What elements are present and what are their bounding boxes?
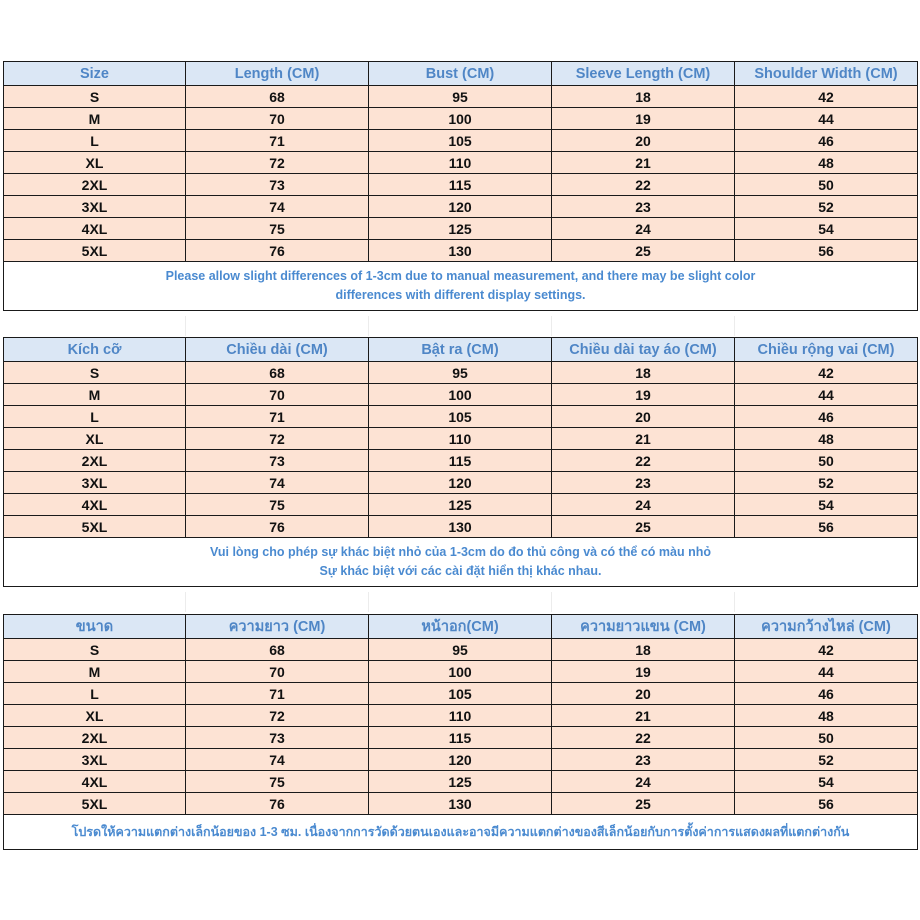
length-cell: 76	[186, 793, 369, 815]
length-cell: 75	[186, 771, 369, 793]
size-cell: 5XL	[4, 516, 186, 538]
size-cell: M	[4, 384, 186, 406]
bust-cell: 105	[369, 683, 552, 705]
header-bust: หน้าอก(CM)	[369, 615, 552, 639]
bust-cell: 120	[369, 749, 552, 771]
size-cell: 4XL	[4, 218, 186, 240]
note-line: โปรดให้ความแตกต่างเล็กน้อยของ 1-3 ซม. เนื่องจากการวัดด้วยตนเองและอาจมีความแตกต่างของสีเล็กน้อยกับการตั้งค่าการแสดงผลที่แตกต่างกัน	[71, 825, 850, 839]
table-row	[4, 793, 918, 815]
size-cell: M	[4, 661, 186, 683]
size-cell: 3XL	[4, 196, 186, 218]
header-length: Chiều dài (CM)	[186, 338, 369, 362]
table-row	[4, 428, 918, 450]
header-size: ขนาด	[4, 615, 186, 639]
size-cell: XL	[4, 152, 186, 174]
sleeve-cell: 24	[552, 218, 735, 240]
shoulder-cell: 50	[735, 727, 918, 749]
shoulder-cell: 52	[735, 196, 918, 218]
header-length: Length (CM)	[186, 62, 369, 86]
length-cell: 74	[186, 749, 369, 771]
size-cell: S	[4, 362, 186, 384]
sleeve-cell: 19	[552, 108, 735, 130]
table-row	[4, 108, 918, 130]
sleeve-cell: 25	[552, 240, 735, 262]
table-row	[4, 749, 918, 771]
header-sleeve-length: Sleeve Length (CM)	[552, 62, 735, 86]
size-cell: 2XL	[4, 174, 186, 196]
bust-cell: 115	[369, 450, 552, 472]
sleeve-cell: 25	[552, 793, 735, 815]
length-cell: 73	[186, 174, 369, 196]
length-cell: 71	[186, 130, 369, 152]
size-cell: 2XL	[4, 727, 186, 749]
bust-cell: 115	[369, 174, 552, 196]
header-shoulder-width: Shoulder Width (CM)	[735, 62, 918, 86]
sleeve-cell: 21	[552, 428, 735, 450]
shoulder-cell: 54	[735, 494, 918, 516]
note-line: Vui lòng cho phép sự khác biệt nhỏ của 1-3cm do đo thủ công và có thể có màu nhỏ	[210, 545, 711, 559]
note-line: Sự khác biệt với các cài đặt hiển thị khác nhau.	[319, 564, 602, 578]
shoulder-cell: 52	[735, 749, 918, 771]
header-shoulder-width: ความกว้างไหล่ (CM)	[735, 615, 918, 639]
shoulder-cell: 56	[735, 793, 918, 815]
measurement-note	[4, 538, 918, 587]
shoulder-cell: 46	[735, 683, 918, 705]
size-cell: 3XL	[4, 749, 186, 771]
sleeve-cell: 23	[552, 472, 735, 494]
bust-cell: 115	[369, 727, 552, 749]
bust-cell: 130	[369, 793, 552, 815]
measurement-note	[4, 262, 918, 311]
table-header-row	[4, 62, 918, 86]
table-row	[4, 494, 918, 516]
size-chart-table-vietnamese	[3, 337, 918, 587]
size-cell: S	[4, 639, 186, 661]
header-sleeve-length: ความยาวแขน (CM)	[552, 615, 735, 639]
sleeve-cell: 20	[552, 406, 735, 428]
shoulder-cell: 52	[735, 472, 918, 494]
shoulder-cell: 56	[735, 240, 918, 262]
length-cell: 72	[186, 152, 369, 174]
length-cell: 71	[186, 406, 369, 428]
length-cell: 76	[186, 516, 369, 538]
shoulder-cell: 50	[735, 174, 918, 196]
length-cell: 72	[186, 705, 369, 727]
bust-cell: 125	[369, 771, 552, 793]
shoulder-cell: 56	[735, 516, 918, 538]
sleeve-cell: 19	[552, 384, 735, 406]
table-separator	[3, 592, 917, 612]
table-row	[4, 240, 918, 262]
shoulder-cell: 50	[735, 450, 918, 472]
header-shoulder-width: Chiều rộng vai (CM)	[735, 338, 918, 362]
shoulder-cell: 46	[735, 406, 918, 428]
sleeve-cell: 24	[552, 494, 735, 516]
sleeve-cell: 23	[552, 196, 735, 218]
header-size: Kích cỡ	[4, 338, 186, 362]
size-cell: M	[4, 108, 186, 130]
table-row	[4, 450, 918, 472]
table-row	[4, 218, 918, 240]
header-size: Size	[4, 62, 186, 86]
measurement-note-row	[4, 538, 918, 587]
size-chart-table-thai	[3, 614, 918, 850]
length-cell: 70	[186, 661, 369, 683]
length-cell: 70	[186, 108, 369, 130]
sleeve-cell: 19	[552, 661, 735, 683]
table-row	[4, 362, 918, 384]
length-cell: 73	[186, 727, 369, 749]
shoulder-cell: 48	[735, 428, 918, 450]
size-cell: L	[4, 683, 186, 705]
header-bust: Bật ra (CM)	[369, 338, 552, 362]
bust-cell: 100	[369, 661, 552, 683]
shoulder-cell: 44	[735, 661, 918, 683]
sleeve-cell: 18	[552, 362, 735, 384]
size-cell: L	[4, 406, 186, 428]
size-cell: 5XL	[4, 793, 186, 815]
length-cell: 71	[186, 683, 369, 705]
bust-cell: 125	[369, 494, 552, 516]
shoulder-cell: 42	[735, 86, 918, 108]
size-cell: 3XL	[4, 472, 186, 494]
bust-cell: 105	[369, 406, 552, 428]
length-cell: 74	[186, 196, 369, 218]
sleeve-cell: 23	[552, 749, 735, 771]
bust-cell: 95	[369, 86, 552, 108]
size-cell: 4XL	[4, 771, 186, 793]
table-row	[4, 705, 918, 727]
table-row	[4, 406, 918, 428]
bust-cell: 95	[369, 639, 552, 661]
shoulder-cell: 46	[735, 130, 918, 152]
length-cell: 68	[186, 639, 369, 661]
measurement-note	[4, 815, 918, 850]
table-header-row	[4, 338, 918, 362]
sleeve-cell: 25	[552, 516, 735, 538]
table-row	[4, 130, 918, 152]
length-cell: 75	[186, 494, 369, 516]
table-header-row	[4, 615, 918, 639]
size-cell: 5XL	[4, 240, 186, 262]
length-cell: 73	[186, 450, 369, 472]
table-row	[4, 86, 918, 108]
table-row	[4, 639, 918, 661]
bust-cell: 100	[369, 108, 552, 130]
header-sleeve-length: Chiều dài tay áo (CM)	[552, 338, 735, 362]
length-cell: 75	[186, 218, 369, 240]
table-row	[4, 727, 918, 749]
bust-cell: 110	[369, 705, 552, 727]
bust-cell: 120	[369, 196, 552, 218]
measurement-note-row	[4, 262, 918, 311]
header-length: ความยาว (CM)	[186, 615, 369, 639]
table-row	[4, 771, 918, 793]
bust-cell: 130	[369, 516, 552, 538]
length-cell: 72	[186, 428, 369, 450]
length-cell: 70	[186, 384, 369, 406]
sleeve-cell: 24	[552, 771, 735, 793]
table-row	[4, 152, 918, 174]
length-cell: 76	[186, 240, 369, 262]
sleeve-cell: 22	[552, 450, 735, 472]
table-separator	[3, 316, 917, 336]
table-row	[4, 683, 918, 705]
size-cell: XL	[4, 705, 186, 727]
size-chart-table-english	[3, 61, 918, 311]
bust-cell: 110	[369, 152, 552, 174]
table-row	[4, 472, 918, 494]
note-line: Please allow slight differences of 1-3cm due to manual measurement, and there may be slight color	[165, 269, 756, 283]
bust-cell: 125	[369, 218, 552, 240]
sleeve-cell: 18	[552, 639, 735, 661]
bust-cell: 120	[369, 472, 552, 494]
sleeve-cell: 21	[552, 705, 735, 727]
sleeve-cell: 22	[552, 174, 735, 196]
bust-cell: 100	[369, 384, 552, 406]
sleeve-cell: 22	[552, 727, 735, 749]
shoulder-cell: 42	[735, 362, 918, 384]
length-cell: 68	[186, 86, 369, 108]
size-cell: 2XL	[4, 450, 186, 472]
sleeve-cell: 20	[552, 683, 735, 705]
bust-cell: 105	[369, 130, 552, 152]
size-cell: L	[4, 130, 186, 152]
length-cell: 68	[186, 362, 369, 384]
table-row	[4, 516, 918, 538]
sleeve-cell: 21	[552, 152, 735, 174]
header-bust: Bust (CM)	[369, 62, 552, 86]
sleeve-cell: 18	[552, 86, 735, 108]
shoulder-cell: 54	[735, 771, 918, 793]
bust-cell: 95	[369, 362, 552, 384]
size-cell: XL	[4, 428, 186, 450]
table-row	[4, 661, 918, 683]
shoulder-cell: 48	[735, 152, 918, 174]
shoulder-cell: 42	[735, 639, 918, 661]
bust-cell: 130	[369, 240, 552, 262]
note-line: differences with different display settings.	[335, 288, 586, 302]
shoulder-cell: 44	[735, 384, 918, 406]
bust-cell: 110	[369, 428, 552, 450]
table-row	[4, 174, 918, 196]
shoulder-cell: 54	[735, 218, 918, 240]
length-cell: 74	[186, 472, 369, 494]
size-cell: 4XL	[4, 494, 186, 516]
table-row	[4, 196, 918, 218]
size-cell: S	[4, 86, 186, 108]
table-row	[4, 384, 918, 406]
shoulder-cell: 48	[735, 705, 918, 727]
shoulder-cell: 44	[735, 108, 918, 130]
measurement-note-row	[4, 815, 918, 850]
sleeve-cell: 20	[552, 130, 735, 152]
